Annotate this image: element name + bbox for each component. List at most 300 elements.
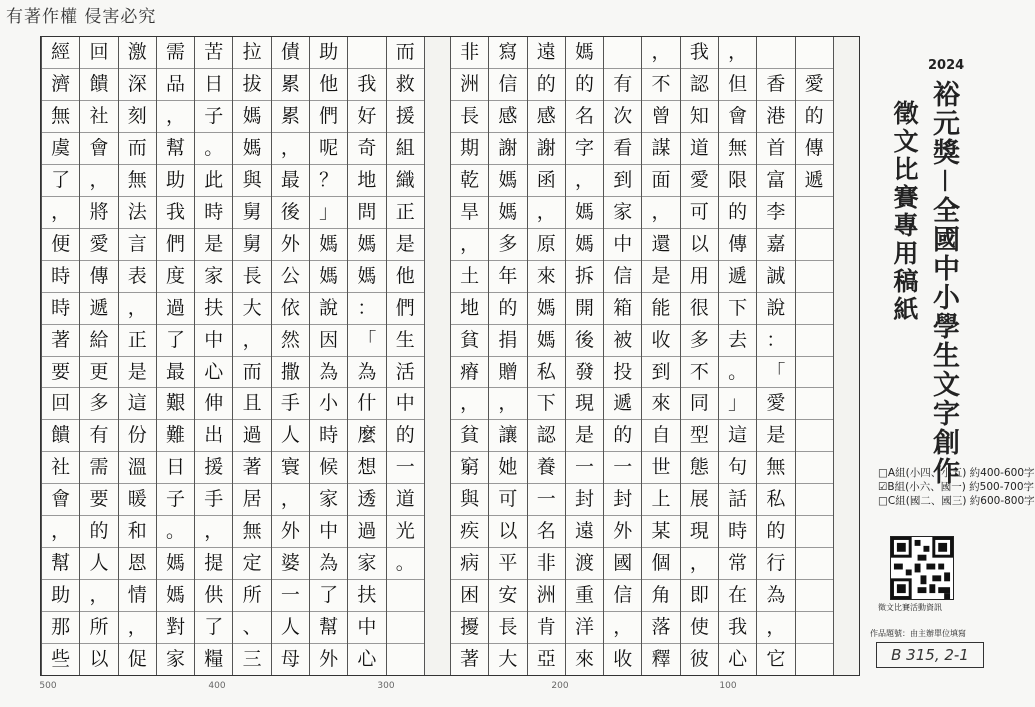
column-count-ruler	[40, 681, 860, 695]
grid-cell: 遠	[528, 37, 565, 69]
grid-column	[833, 37, 859, 675]
grid-cell: 織	[387, 165, 424, 197]
grid-cell: 媽	[489, 165, 526, 197]
group-options	[878, 466, 1035, 508]
grid-cell: 讓	[489, 420, 526, 452]
grid-cell: 在	[719, 580, 756, 612]
grid-cell	[796, 197, 833, 229]
grid-cell: 而	[387, 37, 424, 69]
grid-cell: 下	[528, 388, 565, 420]
contest-year: 2024	[928, 58, 965, 73]
grid-cell: 會	[80, 133, 117, 165]
grid-cell: 公	[272, 261, 309, 293]
grid-cell: 重	[566, 580, 603, 612]
ruler-label: 400	[208, 681, 226, 691]
grid-cell: 家	[310, 484, 347, 516]
grid-cell: 」	[310, 197, 347, 229]
grid-cell: 份	[119, 420, 156, 452]
grid-cell: 過	[348, 516, 385, 548]
ruler-label: 200	[551, 681, 569, 691]
grid-column	[756, 37, 794, 675]
grid-cell	[425, 260, 450, 292]
grid-cell	[425, 197, 450, 229]
grid-column	[41, 37, 79, 675]
grid-cell: ，	[272, 484, 309, 516]
grid-cell: 心	[357, 648, 377, 671]
grid-cell: 現	[566, 388, 603, 420]
grid-cell: 提	[195, 548, 232, 580]
grid-cell: 遞	[796, 165, 833, 197]
grid-cell: 安	[489, 580, 526, 612]
grid-cell: 寫	[489, 37, 526, 69]
grid-cell: 供	[195, 580, 232, 612]
grid-cell: 知	[681, 101, 718, 133]
grid-cell: 援	[387, 101, 424, 133]
grid-cell: 、	[233, 612, 270, 644]
grid-cell: 收	[642, 325, 679, 357]
grid-cell: 型	[681, 420, 718, 452]
grid-cell: 說	[310, 293, 347, 325]
group-option-b[interactable]: ☑B組(小六、國一) 約500-700字	[878, 481, 1035, 493]
grid-cell: 愛	[681, 165, 718, 197]
grid-cell: 援	[195, 452, 232, 484]
grid-cell: 旱	[451, 197, 488, 229]
grid-cell: 對	[157, 612, 194, 644]
grid-cell: 心	[195, 357, 232, 389]
grid-cell: 說	[757, 293, 794, 325]
grid-cell	[757, 37, 794, 69]
grid-cell: ，	[489, 388, 526, 420]
grid-cell: 正	[119, 325, 156, 357]
grid-cell: 一	[528, 484, 565, 516]
grid-cell: 箱	[604, 293, 641, 325]
grid-cell	[348, 37, 385, 69]
grid-cell: 養	[528, 452, 565, 484]
grid-cell: 行	[757, 548, 794, 580]
grid-cell: 深	[119, 69, 156, 101]
grid-cell: 了	[42, 165, 79, 197]
grid-cell: 來	[574, 648, 594, 671]
grid-cell: 的	[604, 420, 641, 452]
grid-cell	[425, 69, 450, 101]
grid-column	[603, 37, 641, 675]
grid-cell: 為	[757, 580, 794, 612]
grid-cell: 為	[310, 357, 347, 389]
grid-cell: 落	[642, 612, 679, 644]
grid-cell: ，	[451, 388, 488, 420]
grid-cell: 限	[719, 165, 756, 197]
grid-cell: 社	[80, 101, 117, 133]
grid-cell: 長	[451, 101, 488, 133]
grid-cell	[796, 261, 833, 293]
grid-cell: 扶	[348, 580, 385, 612]
grid-cell: 媽	[566, 229, 603, 261]
grid-cell: 中	[387, 388, 424, 420]
grid-cell: 一	[387, 452, 424, 484]
grid-cell: 到	[642, 357, 679, 389]
grid-cell: ，	[233, 325, 270, 357]
grid-cell: ，	[757, 612, 794, 644]
grid-cell: 信	[489, 69, 526, 101]
grid-cell: 感	[489, 101, 526, 133]
grid-column	[232, 37, 270, 675]
grid-cell: 誠	[757, 261, 794, 293]
grid-cell: 無	[119, 165, 156, 197]
grid-cell: 展	[681, 484, 718, 516]
grid-cell: 媽	[528, 293, 565, 325]
grid-cell: 遞	[80, 293, 117, 325]
grid-column	[424, 37, 450, 675]
grid-cell: 洲	[528, 580, 565, 612]
grid-column	[194, 37, 232, 675]
grid-cell: 有	[604, 69, 641, 101]
grid-cell: 以	[681, 229, 718, 261]
grid-cell: 面	[642, 165, 679, 197]
grid-cell	[425, 165, 450, 197]
grid-cell: 品	[157, 69, 194, 101]
grid-cell: 上	[642, 484, 679, 516]
grid-cell: 後	[272, 197, 309, 229]
grid-cell: 遞	[719, 261, 756, 293]
grid-cell: 伸	[195, 388, 232, 420]
grid-cell: 時	[310, 420, 347, 452]
grid-cell: 多	[681, 325, 718, 357]
grid-cell: ，	[451, 229, 488, 261]
grid-cell: 使	[681, 612, 718, 644]
grid-cell: 家	[348, 548, 385, 580]
grid-cell: 以	[489, 516, 526, 548]
grid-cell: 傳	[80, 261, 117, 293]
qr-caption: 徵文比賽活動資訊	[878, 603, 942, 612]
grid-cell: 期	[451, 133, 488, 165]
grid-cell: 家	[166, 648, 186, 671]
grid-cell: 了	[310, 580, 347, 612]
grid-cell: 曾	[642, 101, 679, 133]
grid-cell: 土	[451, 261, 488, 293]
grid-cell: 認	[681, 69, 718, 101]
grid-cell: ，	[80, 580, 117, 612]
grid-cell: 到	[604, 165, 641, 197]
grid-cell: 多	[489, 229, 526, 261]
grid-cell: 然	[272, 325, 309, 357]
grid-cell: 洋	[566, 612, 603, 644]
grid-cell	[425, 133, 450, 165]
grid-cell: 港	[757, 101, 794, 133]
grid-cell: 言	[119, 229, 156, 261]
grid-column	[347, 37, 385, 675]
grid-cell: 用	[681, 261, 718, 293]
group-option-a[interactable]: □A組(小四、小五) 約400-600字	[878, 467, 1035, 479]
grid-cell: 的	[757, 516, 794, 548]
grid-cell: 正	[387, 197, 424, 229]
grid-cell: 救	[387, 69, 424, 101]
grid-cell: ：	[348, 293, 385, 325]
grid-cell: 的	[489, 293, 526, 325]
grid-cell: 外	[272, 229, 309, 261]
grid-cell: 去	[719, 325, 756, 357]
grid-cell	[604, 37, 641, 69]
grid-cell	[834, 420, 859, 452]
grid-cell: 這	[119, 388, 156, 420]
grid-cell	[425, 228, 450, 260]
grid-cell: 過	[157, 293, 194, 325]
grid-cell: ，	[604, 612, 641, 644]
grid-cell: 媽	[157, 548, 194, 580]
grid-cell: 中	[310, 516, 347, 548]
grid-cell	[834, 133, 859, 165]
manuscript-grid	[40, 36, 860, 676]
grid-cell: 們	[387, 293, 424, 325]
grid-cell: 地	[348, 165, 385, 197]
grid-cell: 便	[42, 229, 79, 261]
grid-cell	[834, 101, 859, 133]
grid-cell: 媽	[233, 133, 270, 165]
grid-cell: 舅	[233, 197, 270, 229]
grid-cell: 擾	[451, 612, 488, 644]
grid-cell: 家	[604, 197, 641, 229]
grid-cell: 激	[119, 37, 156, 69]
grid-cell: 謝	[528, 133, 565, 165]
grid-cell: 信	[604, 580, 641, 612]
grid-cell: 話	[719, 484, 756, 516]
grid-cell: 謀	[642, 133, 679, 165]
grid-cell: 最	[272, 165, 309, 197]
grid-cell: 的	[528, 69, 565, 101]
grid-cell: 「	[348, 325, 385, 357]
grid-cell: 信	[604, 261, 641, 293]
grid-cell: 是	[757, 420, 794, 452]
grid-cell: ，	[272, 133, 309, 165]
grid-cell: 候	[310, 452, 347, 484]
grid-cell	[834, 260, 859, 292]
grid-cell: 需	[157, 37, 194, 69]
grid-cell	[425, 388, 450, 420]
grid-cell: 媽	[528, 325, 565, 357]
grid-cell: 手	[195, 484, 232, 516]
grid-cell: 所	[233, 580, 270, 612]
grid-cell: 日	[195, 69, 232, 101]
grid-cell: 拆	[566, 261, 603, 293]
grid-cell: 困	[451, 580, 488, 612]
grid-cell: 心	[728, 648, 748, 671]
grid-cell: 原	[528, 229, 565, 261]
grid-cell	[834, 165, 859, 197]
grid-cell: 以	[89, 648, 109, 671]
grid-cell: 外	[319, 648, 339, 671]
grid-cell: 無	[233, 516, 270, 548]
grid-cell: 我	[719, 612, 756, 644]
grid-cell: 透	[348, 484, 385, 516]
grid-cell	[834, 643, 859, 675]
group-option-c[interactable]: □C組(國二、國三) 約600-800字	[878, 495, 1035, 507]
grid-cell: 無	[42, 101, 79, 133]
grid-cell: 回	[80, 37, 117, 69]
grid-cell: 人	[272, 612, 309, 644]
grid-cell	[796, 612, 833, 644]
grid-cell: 不	[642, 69, 679, 101]
grid-cell	[796, 452, 833, 484]
grid-cell: 富	[757, 165, 794, 197]
grid-cell: 疾	[451, 516, 488, 548]
grid-cell: 我	[681, 37, 718, 69]
grid-cell: 幫	[310, 612, 347, 644]
grid-column	[565, 37, 603, 675]
grid-cell: 被	[604, 325, 641, 357]
ruler-label: 500	[39, 681, 57, 691]
grid-cell: 是	[642, 261, 679, 293]
grid-cell: 母	[280, 648, 300, 671]
grid-cell: 些	[51, 648, 71, 671]
grid-cell: 乾	[451, 165, 488, 197]
grid-cell: 光	[387, 516, 424, 548]
grid-cell: 婆	[272, 548, 309, 580]
grid-cell: 病	[451, 548, 488, 580]
grid-cell: 饋	[42, 420, 79, 452]
grid-cell: 下	[719, 293, 756, 325]
grid-cell: 。	[195, 133, 232, 165]
grid-cell: 著	[233, 452, 270, 484]
grid-cell: 投	[604, 357, 641, 389]
grid-cell: ，	[566, 165, 603, 197]
grid-cell: 貧	[451, 325, 488, 357]
grid-cell	[425, 484, 450, 516]
grid-cell	[834, 356, 859, 388]
grid-cell: 我	[157, 197, 194, 229]
grid-cell: 而	[233, 357, 270, 389]
grid-cell: 長	[489, 612, 526, 644]
grid-cell: 的	[80, 516, 117, 548]
grid-cell: 媽	[566, 197, 603, 229]
grid-cell: 需	[80, 452, 117, 484]
grid-cell: 瘠	[451, 357, 488, 389]
grid-cell	[796, 37, 833, 69]
grid-cell: 是	[387, 229, 424, 261]
grid-cell: 傳	[719, 229, 756, 261]
grid-cell: 是	[195, 229, 232, 261]
grid-cell: 」	[719, 388, 756, 420]
grid-cell	[834, 388, 859, 420]
grid-cell: 而	[119, 133, 156, 165]
grid-cell: 會	[719, 101, 756, 133]
grid-cell: 的	[566, 69, 603, 101]
grid-cell	[796, 644, 833, 675]
grid-cell	[425, 324, 450, 356]
grid-cell	[796, 580, 833, 612]
grid-cell: 艱	[157, 388, 194, 420]
contest-subtitle: 徵文比賽專用稿紙	[890, 100, 919, 324]
grid-cell: 生	[387, 325, 424, 357]
grid-cell	[425, 579, 450, 611]
grid-cell	[834, 548, 859, 580]
grid-cell	[425, 37, 450, 69]
grid-cell: 累	[272, 69, 309, 101]
grid-cell: 媽	[310, 261, 347, 293]
grid-cell: 首	[757, 133, 794, 165]
grid-cell: ：	[757, 325, 794, 357]
grid-cell: ，	[80, 165, 117, 197]
grid-cell: 渡	[566, 548, 603, 580]
grid-cell: 年	[489, 261, 526, 293]
grid-cell: 來	[642, 388, 679, 420]
grid-cell: 為	[310, 548, 347, 580]
grid-cell: 日	[157, 452, 194, 484]
grid-cell	[834, 611, 859, 643]
grid-cell	[796, 388, 833, 420]
grid-cell: 「	[757, 357, 794, 389]
ruler-label: 300	[377, 681, 395, 691]
grid-cell: 呢	[310, 133, 347, 165]
grid-cell: 道	[387, 484, 424, 516]
grid-cell: 恩	[119, 548, 156, 580]
grid-cell: 居	[233, 484, 270, 516]
grid-cell: 他	[310, 69, 347, 101]
grid-cell	[796, 548, 833, 580]
grid-cell: 給	[80, 325, 117, 357]
grid-cell: 愛	[796, 69, 833, 101]
grid-cell	[796, 484, 833, 516]
grid-cell: 無	[719, 133, 756, 165]
grid-cell	[425, 548, 450, 580]
grid-cell: 可	[681, 197, 718, 229]
grid-cell	[425, 292, 450, 324]
grid-cell: 不	[681, 357, 718, 389]
grid-cell: 還	[642, 229, 679, 261]
grid-cell: 依	[272, 293, 309, 325]
grid-cell: 家	[195, 261, 232, 293]
grid-cell: 態	[681, 452, 718, 484]
grid-cell: 子	[157, 484, 194, 516]
grid-cell: 小	[310, 388, 347, 420]
grid-cell: 濟	[42, 69, 79, 101]
grid-cell: 助	[42, 580, 79, 612]
author-note: 作品題號：由主辦單位填寫	[870, 629, 966, 638]
grid-cell: 們	[310, 101, 347, 133]
grid-cell	[796, 293, 833, 325]
grid-cell: 某	[642, 516, 679, 548]
grid-cell: 苦	[195, 37, 232, 69]
grid-cell: 是	[119, 357, 156, 389]
grid-cell: 角	[642, 580, 679, 612]
grid-cell: 長	[233, 261, 270, 293]
grid-cell	[425, 101, 450, 133]
grid-cell	[796, 420, 833, 452]
grid-cell: ，	[119, 612, 156, 644]
grid-cell: 但	[719, 69, 756, 101]
grid-cell: 。	[719, 357, 756, 389]
grid-cell	[796, 357, 833, 389]
grid-cell: 時	[42, 293, 79, 325]
grid-cell: 嘉	[757, 229, 794, 261]
grid-cell: 三	[242, 648, 262, 671]
grid-cell: 與	[233, 165, 270, 197]
grid-cell: 寰	[272, 452, 309, 484]
grid-cell: 時	[719, 516, 756, 548]
grid-cell: 人	[272, 420, 309, 452]
grid-cell: ，	[119, 293, 156, 325]
grid-cell	[425, 356, 450, 388]
grid-column	[795, 37, 833, 675]
grid-cell: 扶	[195, 293, 232, 325]
grid-cell: 。	[157, 516, 194, 548]
grid-cell: 的	[719, 197, 756, 229]
grid-cell: 與	[451, 484, 488, 516]
grid-cell: ，	[195, 516, 232, 548]
grid-cell: 大	[498, 648, 518, 671]
grid-cell: 因	[310, 325, 347, 357]
grid-cell: 自	[642, 420, 679, 452]
grid-cell: 媽	[233, 101, 270, 133]
grid-cell: 好	[348, 101, 385, 133]
